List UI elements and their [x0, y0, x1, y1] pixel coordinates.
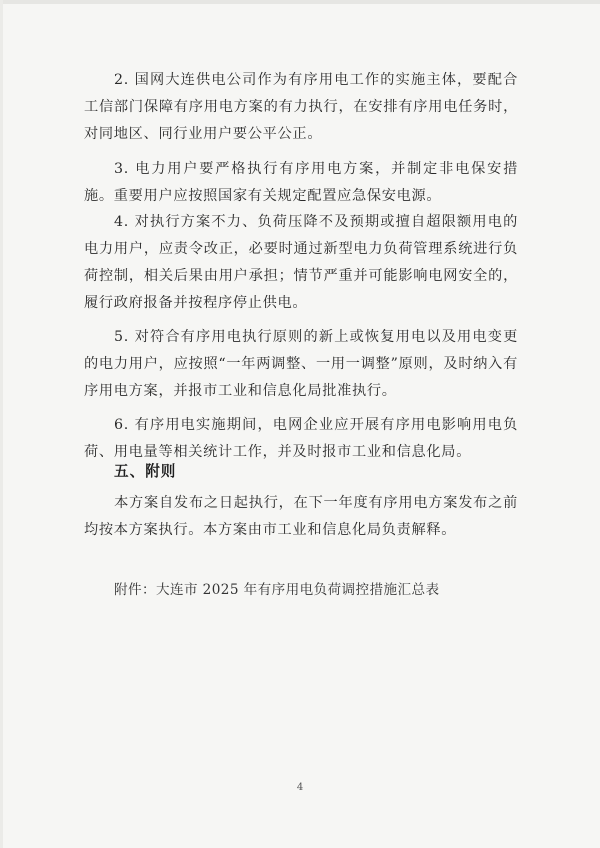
scan-edge-left: [0, 0, 3, 848]
section-heading: 五、附则: [114, 463, 177, 480]
paragraph-text: 6. 有序用电实施期间，电网企业应开展有序用电影响用电负荷、用电量等相关统计工作，并及时报市工业和信息化局。: [84, 417, 518, 460]
paragraph-text: 4. 对执行方案不力、负荷压降不及预期或擅自超限额用电的电力用户，应责令改正，必要时通过新型电力负荷管理系统进行负荷控制，相关后果由用户承担；情节严重并可能影响电网安全的，履行政府报备并按程序停止供电。: [84, 214, 518, 311]
attachment-line: 附件：大连市 2025 年有序用电负荷调控措施汇总表: [114, 582, 440, 598]
paragraph-item-5: [84, 324, 518, 405]
paragraph-item-4: [84, 209, 518, 317]
scan-edge-top: [0, 0, 600, 4]
paragraph-text: 5. 对符合有序用电执行原则的新上或恢复用电以及用电变更的电力用户，应按照“一年两调整、一用一调整”原则，及时纳入有序用电方案，并报市工业和信息化局批准执行。: [84, 329, 518, 399]
closing-paragraph: [84, 490, 518, 544]
paragraph-text: 本方案自发布之日起执行，在下一年度有序用电方案发布之前均按本方案执行。本方案由市工业和信息化局负责解释。: [84, 495, 518, 538]
paragraph-text: 3. 电力用户要严格执行有序用电方案，并制定非电保安措施。重要用户应按照国家有关规定配置应急保安电源。: [84, 161, 518, 204]
paragraph-item-6: [84, 412, 518, 466]
paragraph-item-3: [84, 156, 518, 210]
paragraph-text: 2. 国网大连供电公司作为有序用电工作的实施主体，要配合工信部门保障有序用电方案的有力执行，在安排有序用电任务时，对同地区、同行业用户要公平公正。: [84, 72, 518, 142]
page-number: 4: [296, 782, 304, 793]
paragraph-item-2: [84, 67, 518, 148]
